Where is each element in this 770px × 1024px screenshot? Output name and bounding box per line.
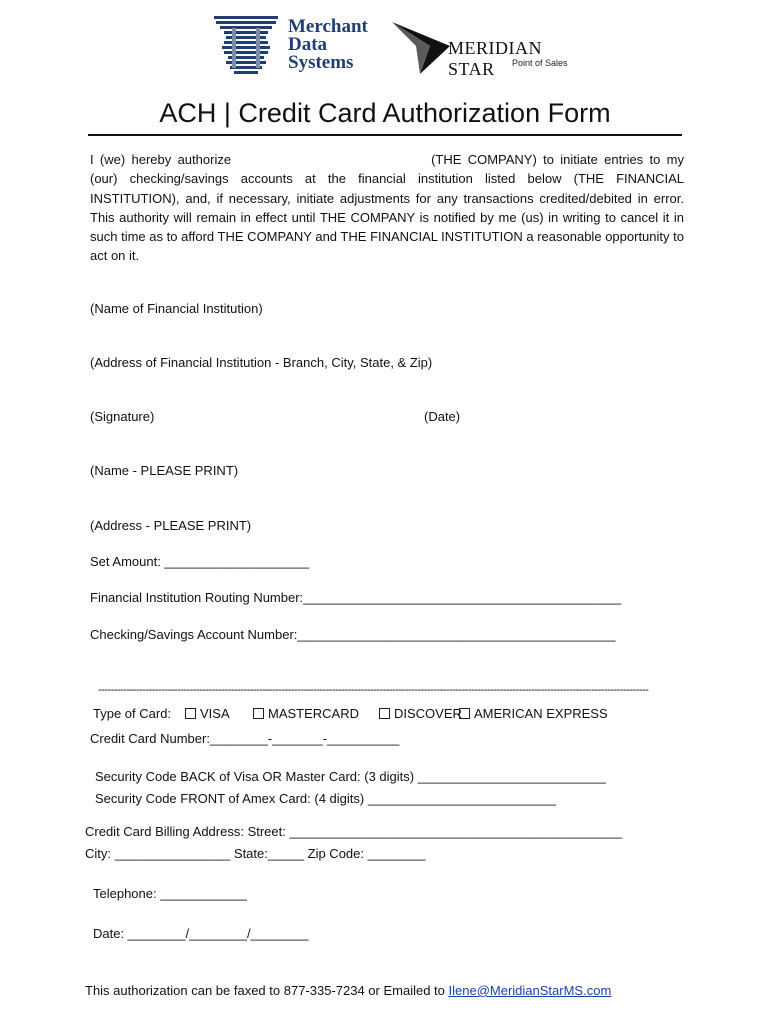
authorization-rest: (THE COMPANY) to initiate entries to my (our) checking/savings accounts at the financial institution listed below (THE FINANCIAL INSTITUTION), and, if necessary, initiate adjustments for any transactions credited/debited in error. This authority will remain in effect until THE COMPANY is notified by me (us) in writing to cancel it in such time as to afford THE COMPANY and THE FINANCIAL INSTITUTION a reasonable opportunity to act on it.: [90, 152, 684, 264]
set-amount-field[interactable]: Set Amount: ____________________: [90, 554, 310, 569]
card-number-field[interactable]: Credit Card Number:________-_______-__________: [90, 731, 400, 746]
meridian-star-emblem: [390, 16, 452, 76]
print-name-label: (Name - PLEASE PRINT): [90, 463, 239, 478]
card-option-visa[interactable]: VISA: [185, 706, 230, 722]
checkbox-icon[interactable]: [459, 708, 470, 719]
authorization-paragraph: [90, 150, 684, 266]
print-address-label: (Address - PLEASE PRINT): [90, 518, 252, 533]
title-underline: [88, 134, 682, 136]
security-code-front-field[interactable]: Security Code FRONT of Amex Card: (4 digits) __________________________: [95, 791, 556, 806]
merchant-data-systems-logo: [210, 14, 380, 76]
meridian-star-tagline: Point of Sales: [512, 58, 568, 68]
checkbox-icon[interactable]: [379, 708, 390, 719]
logo-word-merchant: Merchant: [288, 16, 368, 37]
form-title: ACH | Credit Card Authorization Form: [159, 98, 611, 128]
checkbox-icon[interactable]: [253, 708, 264, 719]
card-option-discover[interactable]: DISCOVER: [379, 706, 462, 722]
card-option-amex[interactable]: AMERICAN EXPRESS: [459, 706, 608, 722]
bank-name-label: (Name of Financial Institution): [90, 301, 263, 316]
routing-number-field[interactable]: Financial Institution Routing Number:____________________________________________: [90, 590, 622, 605]
meridian-star-wordmark: MERIDIAN STAR: [448, 38, 542, 79]
logo-word-data: Data: [288, 34, 328, 55]
checkbox-icon[interactable]: [185, 708, 196, 719]
card-type-row: [93, 706, 171, 722]
authorization-lead: I (we) hereby authorize: [90, 152, 232, 167]
email-link[interactable]: Ilene@MeridianStarMS.com: [448, 983, 612, 998]
footer-note: [85, 983, 611, 999]
account-number-field[interactable]: Checking/Savings Account Number:____________________________________________: [90, 627, 616, 642]
billing-city-state-zip-field[interactable]: City: ________________ State:_____ Zip Code: ________: [85, 846, 426, 861]
bank-address-label: (Address of Financial Institution - Branch, City, State, & Zip): [90, 355, 433, 370]
security-code-back-field[interactable]: Security Code BACK of Visa OR Master Card: (3 digits) __________________________: [95, 769, 606, 784]
merchant-data-systems-emblem: [210, 14, 282, 76]
footer-text: This authorization can be faxed to 877-335-7234 or Emailed to: [85, 983, 449, 998]
telephone-field[interactable]: Telephone: ____________: [93, 886, 247, 901]
meridian-star-logo: [390, 16, 590, 78]
section-separator: ------------------------------------------------------------------------------------------------------------------------------------------------------------------------------: [98, 684, 649, 696]
signed-date-field[interactable]: Date: ________/________/________: [93, 926, 309, 941]
date-label: (Date): [424, 409, 461, 424]
billing-street-field[interactable]: Credit Card Billing Address: Street: ______________________________________________: [85, 824, 623, 839]
signature-label: (Signature): [90, 409, 155, 424]
logo-word-systems: Systems: [288, 52, 354, 73]
card-type-label: Type of Card:: [93, 706, 172, 721]
card-option-mastercard[interactable]: MASTERCARD: [253, 706, 359, 722]
